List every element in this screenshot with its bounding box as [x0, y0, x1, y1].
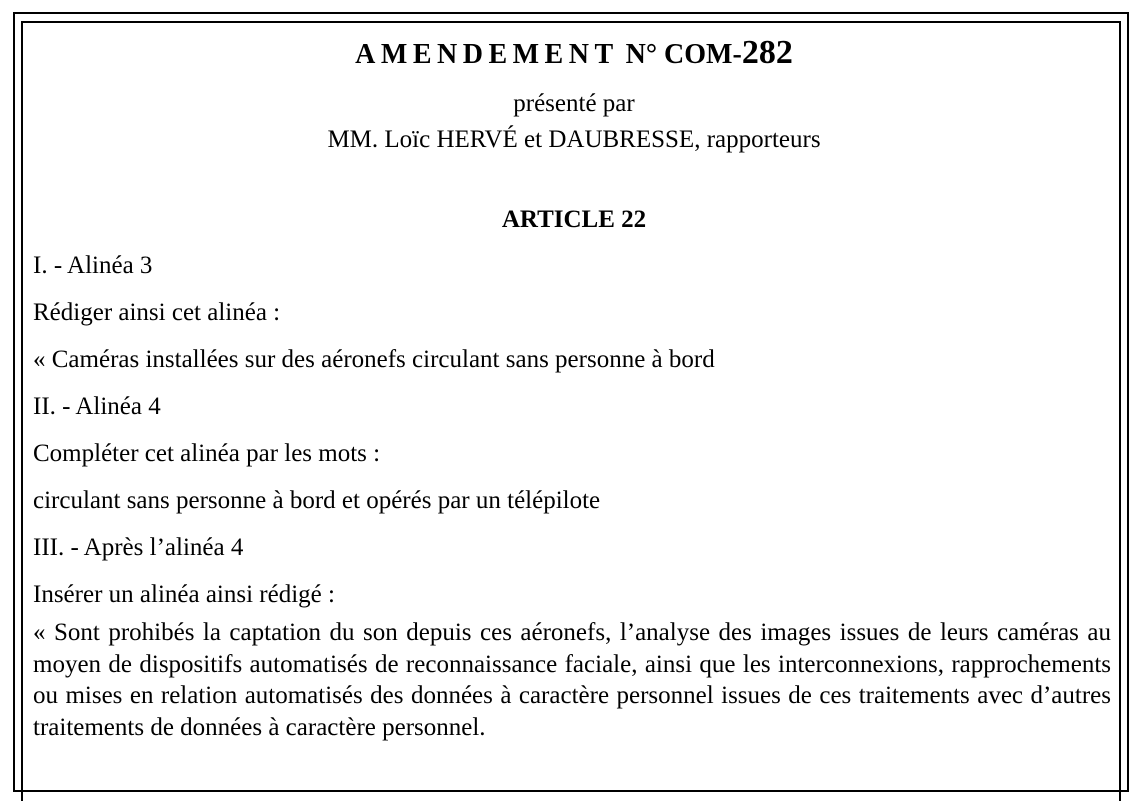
paragraph-instruction-2: Compléter cet alinéa par les mots :	[33, 440, 381, 467]
paragraph-quote-1: « Caméras installées sur des aéronefs circulant sans personne à bord	[33, 346, 715, 373]
title-prefix: COM-	[664, 39, 742, 70]
inserted-paragraph: « Sont prohibés la captation du son depuis ces aéronefs, l’analyse des images issues de leurs caméras au moyen de dispositifs automatisés de reconnaissance faciale, ainsi que les interconnexions, rapprochements ou mises en relation automatisés des données à caractère personnel issues de ces traitements avec d’autres traitements de données à caractère personnel.	[33, 619, 1111, 741]
title-number-sign: N°	[625, 39, 658, 70]
title-word: AMENDEMENT	[355, 39, 619, 70]
paragraph-instruction-1: Rédiger ainsi cet alinéa :	[33, 299, 281, 326]
title-number: 282	[741, 34, 793, 71]
authors-line: MM. Loïc HERVÉ et DAUBRESSE, rapporteurs	[327, 126, 821, 153]
paragraph-words-2: circulant sans personne à bord et opérés par un télépilote	[33, 487, 601, 514]
paragraph-section-2: II. - Alinéa 4	[33, 393, 161, 420]
paragraph-instruction-3: Insérer un alinéa ainsi rédigé :	[33, 581, 335, 608]
article-heading: ARTICLE 22	[501, 206, 647, 233]
amendment-title	[33, 35, 1115, 73]
paragraph-section-1: I. - Alinéa 3	[33, 252, 153, 279]
paragraph-section-3: III. - Après l’alinéa 4	[33, 534, 244, 561]
presented-by: présenté par	[513, 90, 635, 117]
